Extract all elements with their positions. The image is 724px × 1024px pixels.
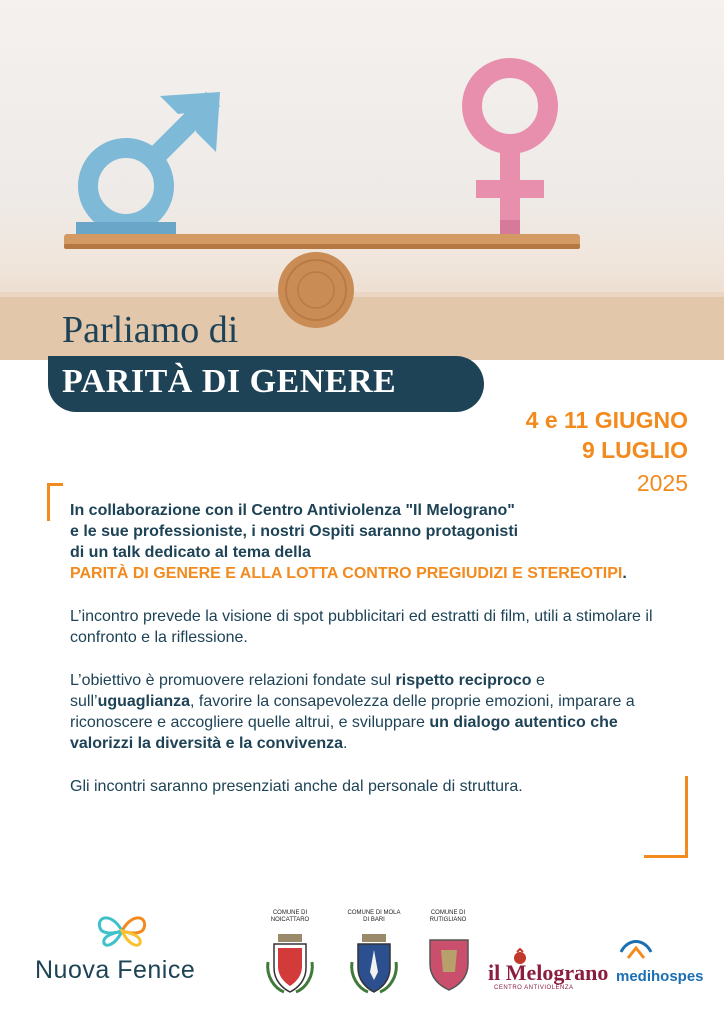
wooden-fulcrum <box>278 252 354 328</box>
comune-noicattaro-label: COMUNE DI NOICATTARO <box>270 910 310 923</box>
comune-mola-label: COMUNE DI MOLA DI BARI <box>347 910 401 923</box>
date-june: 4 e 11 GIUGNO <box>525 407 688 433</box>
paragraph-screening: L’incontro prevede la visione di spot pubblicitari ed estratti di film, utili a stimolare il confronto e la riflessione. <box>70 608 653 646</box>
butterfly-logo-icon <box>92 910 152 952</box>
melograno-subtitle: CENTRO ANTIVIOLENZA <box>494 985 574 991</box>
objective-text-4: . <box>343 735 348 752</box>
intro-line-3: di un talk dedicato al tema della <box>70 544 311 561</box>
medihospes-logo-text: medihospes <box>616 968 704 985</box>
crest-icon <box>348 932 400 994</box>
nuova-fenice-logo-text: Nuova Fenice <box>35 956 196 984</box>
paragraph-objective <box>70 670 670 754</box>
title-parliamo-di: Parliamo di <box>62 309 239 351</box>
date-july: 9 LUGLIO <box>581 437 688 463</box>
intro-highlight: PARITÀ DI GENERE E ALLA LOTTA CONTRO PREGIUDIZI E STEREOTIPI <box>70 565 623 582</box>
objective-text-3: , favorire la consapevolezza delle proprie emozioni, imparare a riconoscere e accogliere quelle altrui, e sviluppare <box>70 693 635 731</box>
female-symbol-icon <box>472 68 548 234</box>
house-logo-icon <box>618 934 654 964</box>
wooden-plank <box>64 234 580 249</box>
corner-bracket-top-left-vertical <box>47 483 50 521</box>
intro-end: . <box>622 565 627 582</box>
melograno-logo-text: il Melograno <box>488 960 609 985</box>
comune-rutigliano-label: COMUNE DI RUTIGLIANO <box>429 910 467 923</box>
paragraph-staff: Gli incontri saranno presenziati anche dal personale di struttura. <box>70 778 523 795</box>
crest-icon <box>424 932 474 992</box>
objective-bold-dialogue: un dialogo autentico che valorizzi la diversità e la convivenza <box>70 714 618 752</box>
crest-icon <box>264 932 316 994</box>
objective-text-1: L’obiettivo è promuovere relazioni fondate sul <box>70 672 396 689</box>
hero-image <box>0 0 724 360</box>
male-symbol-icon <box>76 92 220 234</box>
objective-bold-equality: uguaglianza <box>97 693 191 710</box>
intro-line-1: In collaborazione con il Centro Antiviolenza "Il Melograno" <box>70 502 515 519</box>
corner-bracket-bottom-right <box>685 776 688 858</box>
date-year: 2025 <box>636 470 688 496</box>
title-parita-di-genere: PARITÀ DI GENERE <box>62 363 397 400</box>
event-dates <box>526 405 688 501</box>
objective-text-2: e sull’ <box>70 672 545 710</box>
paragraph-intro <box>70 500 670 584</box>
intro-line-2: e le sue professioniste, i nostri Ospiti saranno protagonisti <box>70 523 519 540</box>
body-content <box>70 500 670 819</box>
corner-bracket-bottom-right-horizontal <box>644 855 688 858</box>
objective-bold-respect: rispetto reciproco <box>395 672 532 689</box>
